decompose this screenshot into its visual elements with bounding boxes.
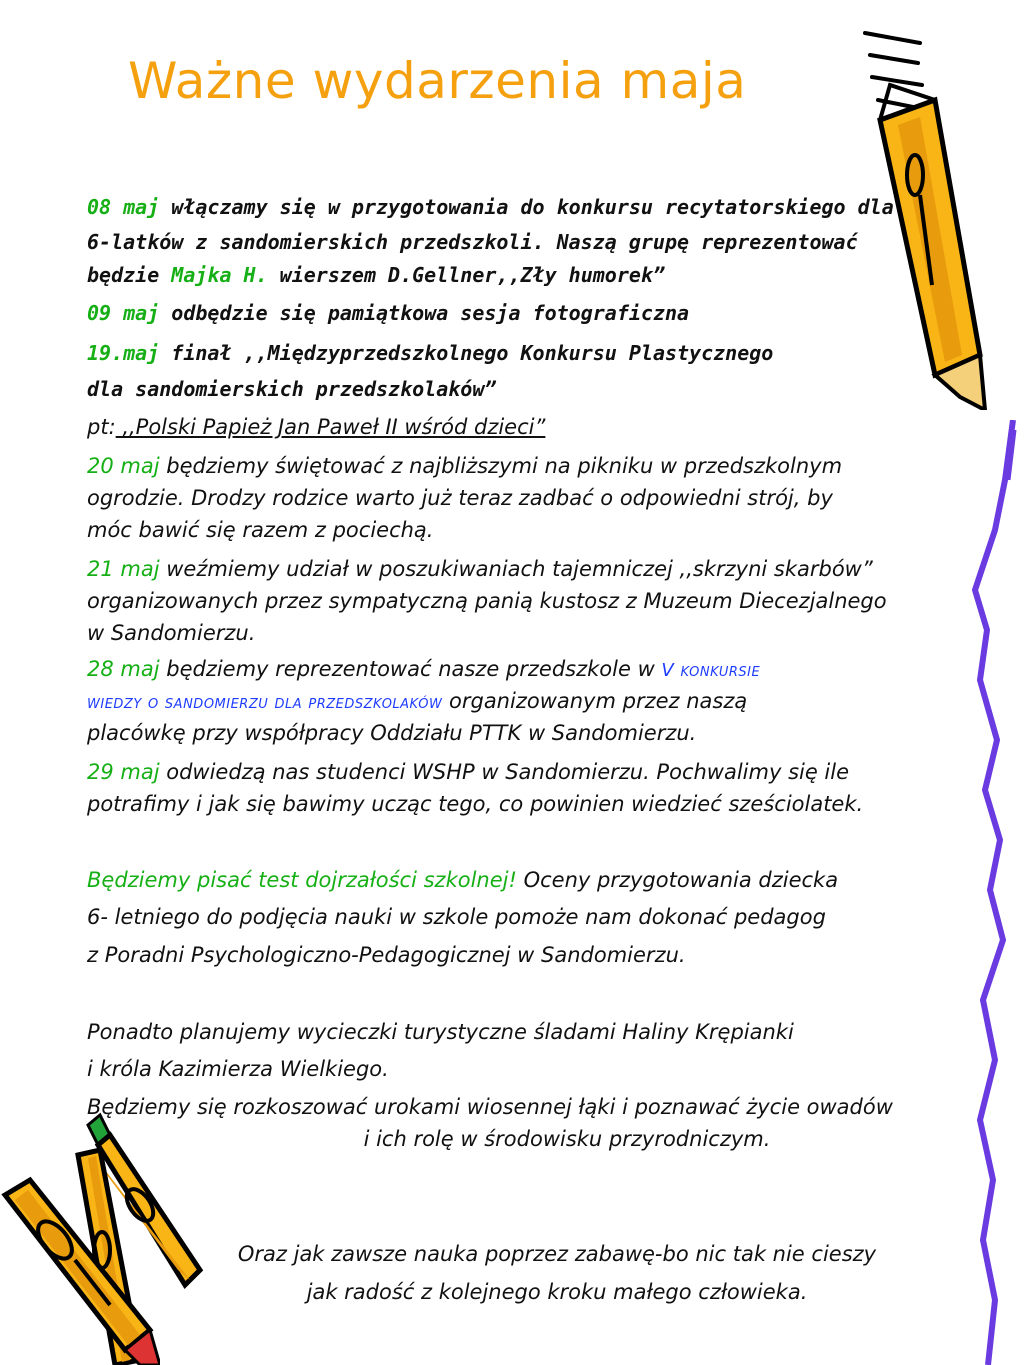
closing-line-2: jak radość z kolejnego kroku małego człowieka. xyxy=(306,1280,808,1304)
competition-name: V konkursie xyxy=(661,660,761,681)
participant-name: Majka H. xyxy=(171,263,268,287)
event-date: 28 maj xyxy=(87,657,160,681)
event-08-line-2: 6-latków z sandomierskich przedszkoli. Naszą grupę reprezentować xyxy=(87,230,858,254)
event-date: 08 maj xyxy=(87,195,160,219)
event-20 xyxy=(87,454,842,478)
event-text: wierszem D.Gellner,,Zły humorek” xyxy=(279,263,665,287)
event-text: organizowanym przez naszą xyxy=(442,689,748,713)
event-09 xyxy=(87,301,689,325)
event-21-line-3: w Sandomierzu. xyxy=(87,621,256,645)
competition-title: ,,Polski Papież Jan Paweł II wśród dzieci” xyxy=(115,415,546,439)
squiggle-line-icon xyxy=(955,420,1024,1365)
event-date: 21 maj xyxy=(87,557,160,581)
competition-name: wiedzy o sandomierzu dla przedszkolaków xyxy=(87,692,443,713)
event-date: 29 maj xyxy=(87,760,160,784)
event-21-line-2: organizowanych przez sympatyczną panią kustosz z Muzeum Diecezjalnego xyxy=(87,589,887,613)
event-20-line-2: ogrodzie. Drodzy rodzice warto już teraz zadbać o odpowiedni strój, by xyxy=(87,486,833,510)
school-test-line-2: 6- letniego do podjęcia nauki w szkole pomoże nam dokonać pedagog xyxy=(87,905,826,929)
trips-line-1: Ponadto planujemy wycieczki turystyczne śladami Haliny Krępianki xyxy=(87,1020,794,1044)
event-19-title xyxy=(87,415,545,439)
trips-line-4: i ich rolę w środowisku przyrodniczym. xyxy=(363,1127,771,1151)
title-label: pt: xyxy=(87,415,116,439)
page-title: Ważne wydarzenia maja xyxy=(128,52,747,110)
trips-line-2: i króla Kazimierza Wielkiego. xyxy=(87,1057,389,1081)
test-highlight: Będziemy pisać test dojrzałości szkolnej! xyxy=(87,868,517,892)
event-19 xyxy=(87,341,773,365)
event-date: 09 maj xyxy=(87,301,160,325)
event-text: będziemy reprezentować nasze przedszkole w xyxy=(159,657,662,681)
event-text: odbędzie się pamiątkowa sesja fotograficzna xyxy=(171,301,690,325)
pencil-icon xyxy=(0,1175,160,1365)
event-21 xyxy=(87,557,873,581)
event-28 xyxy=(87,657,760,681)
event-text: włączamy się w przygotowania do konkursu recytatorskiego dla xyxy=(171,195,894,219)
event-20-line-3: móc bawić się razem z pociechą. xyxy=(87,518,434,542)
closing-line-1: Oraz jak zawsze nauka poprzez zabawę-bo nic tak nie cieszy xyxy=(237,1242,877,1266)
event-date: 19.maj xyxy=(87,341,160,365)
test-text: Oceny przygotowania dziecka xyxy=(516,868,839,892)
event-29-line-2: potrafimy i jak się bawimy ucząc tego, co powinien wiedzieć sześciolatek. xyxy=(87,792,864,816)
trips-line-3: Będziemy się rozkoszować urokami wiosennej łąki i poznawać życie owadów xyxy=(87,1095,893,1119)
event-text: będzie xyxy=(87,263,160,287)
event-19-line-2: dla sandomierskich przedszkolaków” xyxy=(87,377,497,401)
school-test-line-1 xyxy=(87,868,838,892)
event-28-line-2 xyxy=(87,689,747,713)
event-08-line-3 xyxy=(87,263,665,287)
event-text: finał ,,Międzyprzedszkolnego Konkursu Plastycznego xyxy=(171,341,774,365)
event-28-line-3: placówkę przy współpracy Oddziału PTTK w Sandomierzu. xyxy=(87,721,697,745)
event-08 xyxy=(87,195,894,219)
event-text: odwiedzą nas studenci WSHP w Sandomierzu. Pochwalimy się ile xyxy=(159,760,850,784)
event-date: 20 maj xyxy=(87,454,160,478)
school-test-line-3: z Poradni Psychologiczno-Pedagogicznej w Sandomierzu. xyxy=(87,943,686,967)
event-29 xyxy=(87,760,849,784)
event-text: weźmiemy udział w poszukiwaniach tajemniczej ,,skrzyni skarbów” xyxy=(159,557,873,581)
event-text: będziemy świętować z najbliższymi na pikniku w przedszkolnym xyxy=(159,454,843,478)
